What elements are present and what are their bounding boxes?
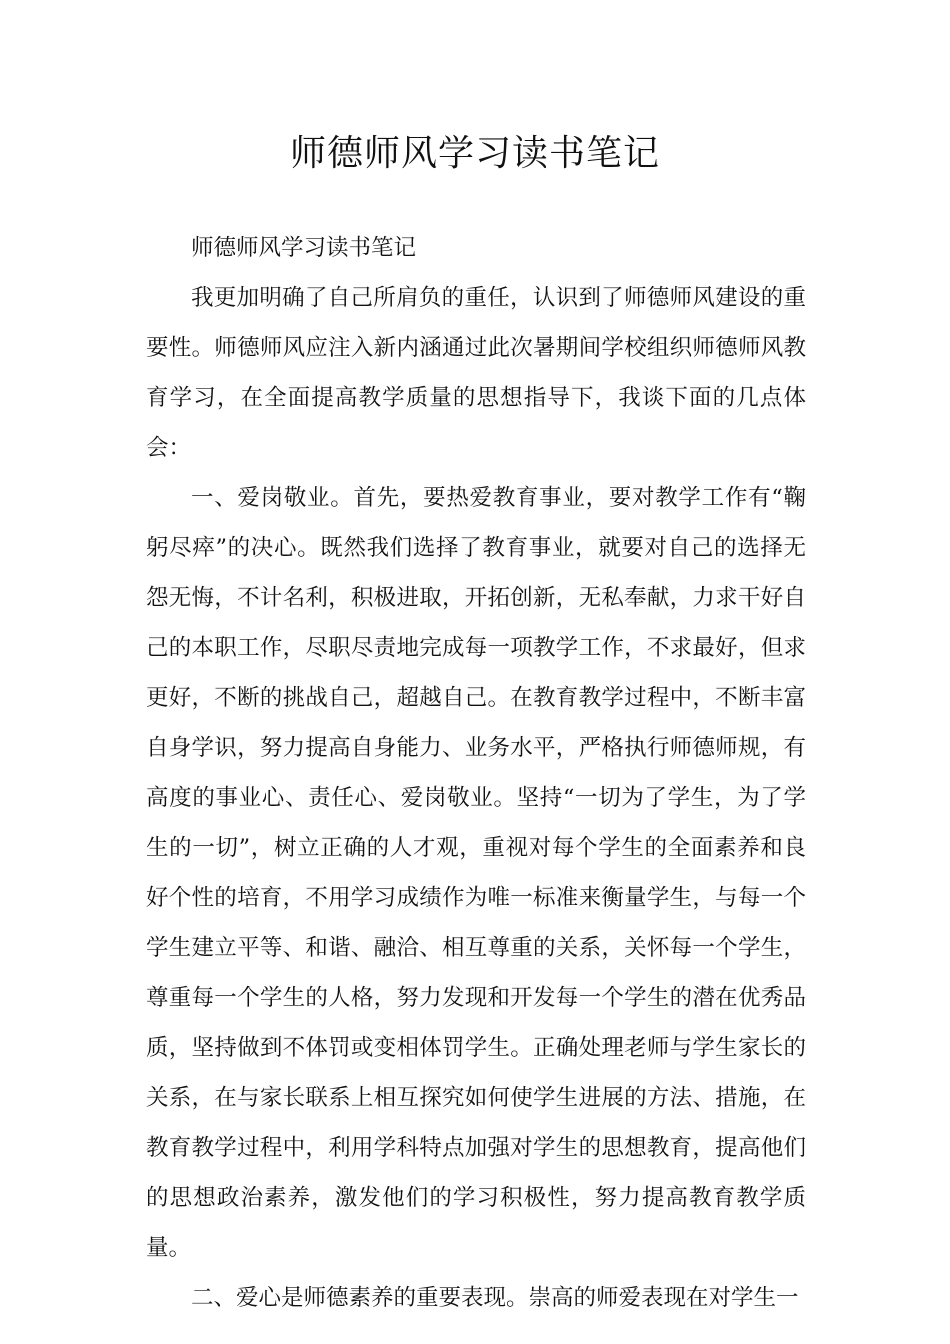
paragraph-subtitle: 师德师风学习读书笔记: [191, 235, 417, 261]
paragraph-section-two: 二、爱心是师德素养的重要表现。崇高的师爱表现在对学生一: [191, 1285, 799, 1311]
document-title: 师德师风学习读书笔记: [289, 133, 660, 174]
paragraph-intro: 我更加明确了自己所肩负的重任，认识到了师德师风建设的重要性。师德师风应注入新内涵通过此次暑期间学校组织师德师风教育学习，在全面提高教学质量的思想指导下，我谈下面的几点体会：: [146, 285, 806, 461]
paragraph-section-one: 一、爱岗敬业。首先，要热爱教育事业，要对教学工作有“鞠躬尽瘁”的决心。既然我们选择了教育事业，就要对自己的选择无怨无悔，不计名利，积极进取，开拓创新，无私奉献，力求干好自己的本职工作，尽职尽责地完成每一项教学工作，不求最好，但求更好，不断的挑战自己，超越自己。在教育教学过程中，不断丰富自身学识，努力提高自身能力、业务水平，严格执行师德师规，有高度的事业心、责任心、爱岗敬业。坚持“一切为了学生，为了学生的一切”，树立正确的人才观，重视对每个学生的全面素养和良好个性的培育，不用学习成绩作为唯一标准来衡量学生，与每一个学生建立平等、和谐、融洽、相互尊重的关系，关怀每一个学生，尊重每一个学生的人格，努力发现和开发每一个学生的潜在优秀品质，坚持做到不体罚或变相体罚学生。正确处理老师与学生家长的关系，在与家长联系上相互探究如何使学生进展的方法、措施，在教育教学过程中，利用学科特点加强对学生的思想教育，提高他们的思想政治素养，激发他们的学习积极性，努力提高教育教学质量。: [146, 485, 806, 1261]
document-body: [146, 223, 806, 1323]
